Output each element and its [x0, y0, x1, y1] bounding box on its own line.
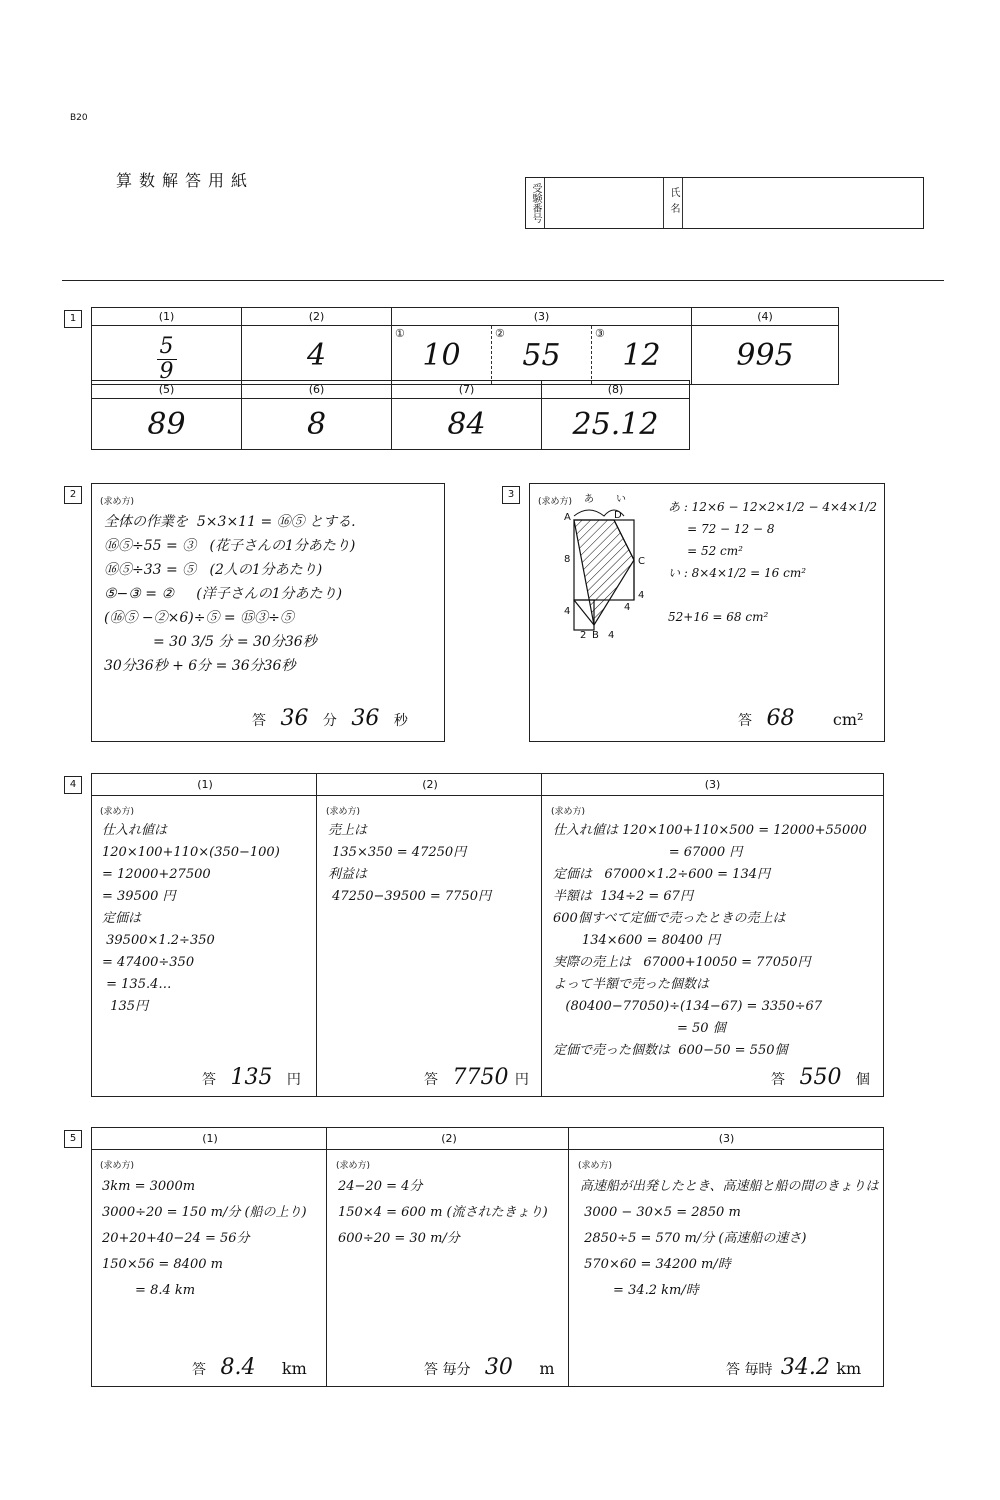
- q3-figure: [544, 490, 664, 640]
- q4-hint-2: (求め方): [326, 807, 361, 817]
- q4-answer-3: [771, 1065, 870, 1090]
- answer-label: 答: [424, 1362, 438, 1378]
- q2-answer: [252, 706, 408, 731]
- q1-answer-2: 4: [242, 326, 392, 385]
- q5-number: 5: [64, 1130, 82, 1148]
- q4-unit-1: 円: [286, 1072, 301, 1088]
- q4-cell-3: [543, 796, 883, 1096]
- q5-answer-2: [424, 1355, 555, 1380]
- q4-answer-2: [424, 1065, 529, 1090]
- q4-answer-1: [202, 1065, 301, 1090]
- fig-label-4c: 4: [608, 630, 615, 640]
- q1-answer-7: 84: [392, 399, 542, 450]
- q5-cell-2: [328, 1150, 568, 1386]
- page-title: 算数解答用紙: [116, 171, 255, 190]
- q4-answer-3-value: 550: [799, 1065, 842, 1090]
- fig-label-4d: 4: [624, 602, 631, 613]
- q5-answer-2-value: 30: [484, 1355, 513, 1380]
- q5-unit-3: km: [836, 1359, 862, 1378]
- answer-label: 答: [726, 1362, 740, 1378]
- q4-answer-1-value: 135: [230, 1065, 273, 1090]
- q4-cell-2: [318, 796, 540, 1096]
- q1-answer-3-value2: 55: [522, 337, 561, 373]
- name-field[interactable]: [683, 178, 923, 228]
- q1-answer-4: 995: [692, 326, 839, 385]
- q1-header-5: (5): [92, 381, 242, 399]
- q5-unit-1: km: [281, 1359, 307, 1378]
- q1-header-6: (6): [242, 381, 392, 399]
- q5-cell-3: [570, 1150, 883, 1386]
- circle-mark-1: ①: [395, 327, 405, 340]
- q3-number: 3: [502, 486, 520, 504]
- q4-divider-2: [541, 774, 542, 1096]
- q4-answer-2-value: 7750: [452, 1065, 509, 1090]
- q1-row2-table: [91, 380, 690, 450]
- q1-row1-table: [91, 307, 839, 385]
- q5-divider-2: [568, 1128, 569, 1386]
- answer-label: 答: [738, 713, 752, 729]
- q1-answer-1-denominator: 9: [159, 359, 174, 384]
- q1-header-1: (1): [92, 308, 242, 326]
- q1-header-4: (4): [692, 308, 839, 326]
- q5-unit-2: m: [539, 1359, 555, 1378]
- fig-label-A: A: [564, 512, 571, 523]
- q5-work-1: 3km = 3000m 3000÷20 = 150 m/分 (船の上り) 20+20+40−24 = 56分 150×56 = 8400 m = 8.4 km: [102, 1179, 307, 1298]
- q3-answer-value: 68: [766, 706, 795, 731]
- answer-label: 答: [192, 1362, 206, 1378]
- q5-box: [91, 1127, 884, 1387]
- exam-id-box: [525, 177, 924, 229]
- q5-hint-2: (求め方): [336, 1161, 371, 1171]
- q4-box: [91, 773, 884, 1097]
- q3-work: あ : 12×6 − 12×2×1/2 − 4×4×1/2 = 72 − 12 − 8 = 52 cm² い : 8×4×1/2 = 16 cm² 52+16 = 68 cm²: [668, 500, 878, 624]
- q5-header-2: (2): [328, 1128, 570, 1150]
- q5-work-2: 24−20 = 4分 150×4 = 600 m (流されたきょり) 600÷20 = 30 m/分: [338, 1179, 548, 1246]
- q5-cell-1: [92, 1150, 326, 1386]
- fig-label-4b: 4: [638, 590, 645, 601]
- q1-header-3: (3): [392, 308, 692, 326]
- q4-header-2: (2): [318, 774, 542, 796]
- q1-answer-1-fraction: [157, 335, 177, 384]
- fig-label-2: 2: [580, 630, 587, 640]
- q2-unit-min: 分: [322, 713, 337, 729]
- q1-header-7: (7): [392, 381, 542, 399]
- q4-unit-2: 円: [514, 1072, 529, 1088]
- q1-answer-1-numerator: 5: [159, 334, 174, 359]
- q5-hint-1: (求め方): [100, 1161, 135, 1171]
- q2-hint: (求め方): [100, 497, 135, 507]
- name-label: [664, 178, 683, 228]
- q3-hint: (求め方): [538, 497, 573, 507]
- q5-prefix-2: 毎分: [442, 1362, 471, 1378]
- q5-answer-1: [192, 1355, 307, 1380]
- q5-header-3: (3): [570, 1128, 883, 1150]
- q2-answer-min: 36: [280, 706, 309, 731]
- q1-answer-6: 8: [242, 399, 392, 450]
- form-code: B20: [70, 113, 88, 123]
- q1-header-8: (8): [542, 381, 690, 399]
- q1-answer-8: 25.12: [542, 399, 690, 450]
- q1-answer-3-part3: [591, 326, 691, 384]
- q3-answer: [738, 706, 863, 731]
- q4-divider-1: [316, 774, 317, 1096]
- q1-answer-1: [92, 326, 242, 385]
- q5-prefix-3: 毎時: [744, 1362, 773, 1378]
- q2-number: 2: [64, 486, 82, 504]
- answer-label: 答: [252, 713, 266, 729]
- fig-label-i: い: [616, 494, 626, 505]
- q4-work-1: 仕入れ値は 120×100+110×(350−100) = 12000+27500 = 39500 円 定価は 39500×1.2÷350 = 47400÷350 = 135.4… 135円: [102, 823, 280, 1014]
- fig-label-C: C: [638, 556, 645, 567]
- fig-label-B: B: [592, 630, 599, 640]
- q5-header-1: (1): [92, 1128, 328, 1150]
- q1-answer-3-part2: [491, 326, 591, 384]
- q2-answer-sec: 36: [351, 706, 380, 731]
- q4-hint-3: (求め方): [551, 807, 586, 817]
- q3-unit: cm²: [832, 710, 864, 729]
- q4-unit-3: 個: [855, 1072, 870, 1088]
- q4-work-3: 仕入れ値は 120×100+110×500 = 12000+55000 = 67000 円 定価は 67000×1.2÷600 = 134円 半額は 134÷2 = 67円 600個すべて定価で売ったときの売上は 134×600 = 80400 円 実際の売上は 67000+10050 = 77050円 よって半額で売った個数は (80400−77050)÷(134−67) = 3350÷67 = 50 個 定価で売った個数は 600−50 = 550個: [553, 823, 867, 1058]
- q1-answer-3-value3: 12: [622, 337, 661, 373]
- q5-hint-3: (求め方): [578, 1161, 613, 1171]
- q4-header-3: (3): [542, 774, 883, 796]
- exam-number-label: [526, 178, 545, 228]
- q2-box: [91, 483, 445, 742]
- exam-number-field[interactable]: [545, 178, 664, 228]
- header-divider: [62, 280, 944, 281]
- q5-answer-3: [726, 1355, 861, 1380]
- q2-unit-sec: 秒: [393, 713, 408, 729]
- q1-number: 1: [64, 310, 82, 328]
- fig-label-D: D: [614, 510, 622, 521]
- q5-answer-1-value: 8.4: [220, 1355, 256, 1380]
- q1-answer-3-part1: [392, 326, 491, 384]
- q4-number: 4: [64, 776, 82, 794]
- fig-label-4a: 4: [564, 606, 571, 617]
- q4-work-2: 売上は 135×350 = 47250円 利益は 47250−39500 = 7750円: [328, 823, 491, 904]
- answer-label: 答: [202, 1072, 216, 1088]
- fig-label-a: あ: [584, 494, 594, 505]
- q3-box: [529, 483, 885, 742]
- q2-work: 全体の作業を 5×3×11 = ⑯⑤ とする. ⑯⑤÷55 = ③ (花子さんの1分あたり) ⑯⑤÷33 = ⑤ (2人の1分あたり) ⑤−③ = ② (洋子さんの1分あたり) (⑯⑤ −②×6)÷⑤ = ⑮③÷⑤ = 30 3/5 分 = 30分36秒 30分36秒 + 6分 = 36分36秒: [104, 514, 356, 674]
- circle-mark-3: ③: [595, 327, 605, 340]
- q5-divider-1: [326, 1128, 327, 1386]
- q1-header-2: (2): [242, 308, 392, 326]
- answer-label: 答: [771, 1072, 785, 1088]
- q1-answer-5: 89: [92, 399, 242, 450]
- exam-number-label-text: 受験番号: [530, 183, 541, 223]
- answer-label: 答: [424, 1072, 438, 1088]
- q5-work-3: 高速船が出発したとき、高速船と船の間のきょりは 3000 − 30×5 = 2850 m 2850÷5 = 570 m/分 (高速船の速さ) 570×60 = 34200 m/時 = 34.2 km/時: [580, 1179, 879, 1298]
- q4-header-1: (1): [92, 774, 318, 796]
- q1-answer-3-value1: 10: [422, 337, 461, 373]
- q5-answer-3-value: 34.2: [780, 1355, 830, 1380]
- name-label-text: 氏名: [668, 187, 679, 219]
- q1-answer-3: [392, 326, 692, 385]
- fig-label-8: 8: [564, 554, 571, 565]
- q4-cell-1: [92, 796, 316, 1096]
- q4-hint-1: (求め方): [100, 807, 135, 817]
- circle-mark-2: ②: [495, 327, 505, 340]
